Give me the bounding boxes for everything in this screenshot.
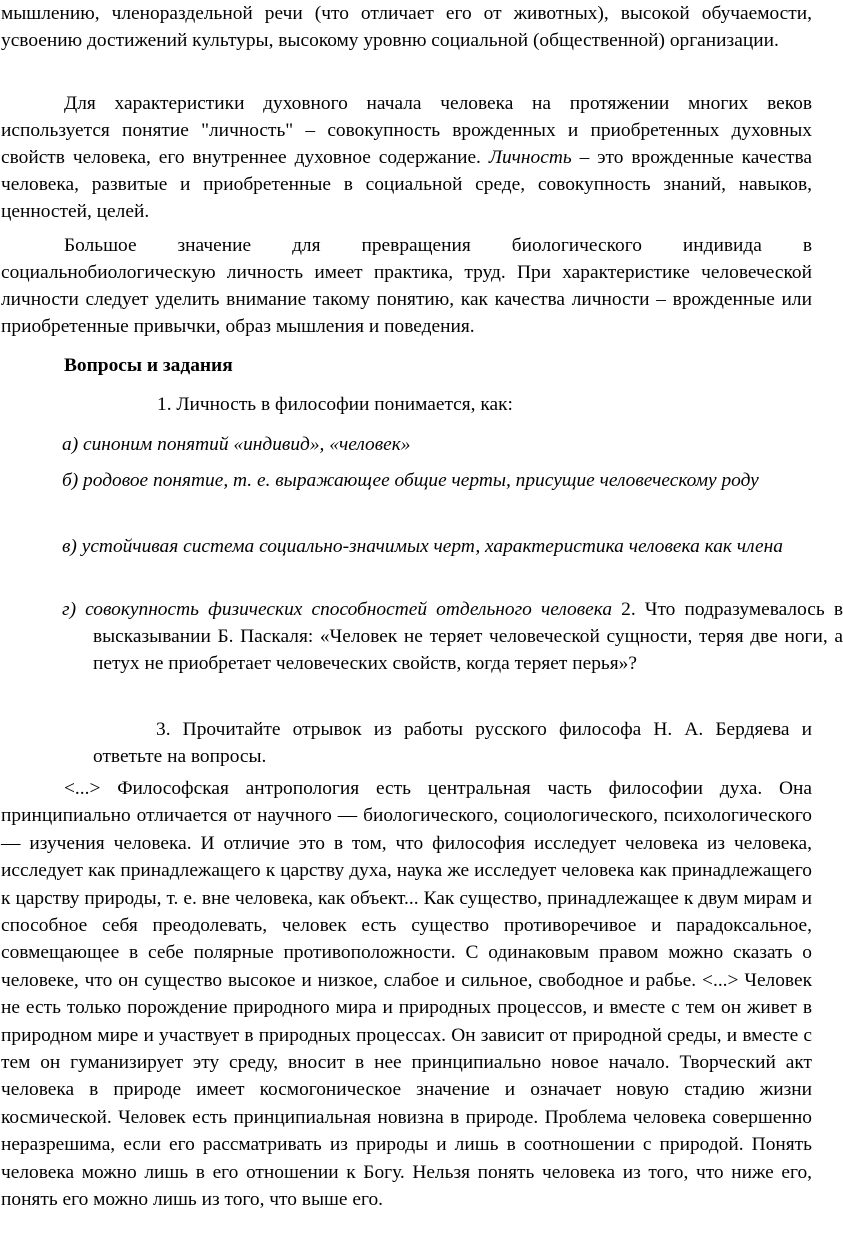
option-g-and-question-2 bbox=[62, 596, 843, 677]
question-1: 1. Личность в философии понимается, как: bbox=[157, 394, 513, 415]
question-3-text: 3. Прочитайте отрывок из работы русского философа Н. А. Бердяева и ответьте на вопросы. bbox=[93, 719, 812, 767]
section-heading-questions: Вопросы и задания bbox=[64, 355, 233, 376]
berdyaev-quote: <...> Философская антропология есть центральная часть философии духа. Она принципиально отличается от научного — биологического, социологического, психологического — изучения человека. И отличие это в том, что философия исследует человека из человека, исследует как принадлежащего к царству духа, наука же исследует человека как принадлежащего к царству природы, т. е. вне человека, как объект... Как существо, принадлежащее к двум мирам и способное себя преодолевать, человек есть существо противоречивое и парадоксальное, совмещающее в себе полярные противоположности. С одинаковым правом можно сказать о человеке, что он существо высокое и низкое, слабое и сильное, свободное и рабье. <...> Человек не есть только порождение природного мира и природных процессов, и вместе с тем он живет в природном мире и участвует в природных процессах. Он зависит от природной среды, и вместе с тем он гуманизирует эту среду, вносит в нее принципиально новое начало. Творческий акт человека в природе имеет космогоническое значение и означает новую стадию жизни космической. Человек есть принципиальная новизна в природе. Проблема человека совершенно неразрешима, если его рассматривать из природы и лишь в соотношении с природой. Понять человека можно лишь в его отношении к Богу. Нельзя понять человека из того, что ниже его, понять его можно лишь из того, что выше его. bbox=[1, 778, 812, 1211]
option-a: а) синоним понятий «индивид», «человек» bbox=[62, 434, 411, 455]
paragraph-intro-continuation: мышлению, членораздельной речи (что отличает его от животных), высокой обучаемости, усвоению достижений культуры, высокому уровню социальной (общественной) организации. bbox=[1, 3, 812, 51]
paragraph-personality-end: – это врожденные качества человека, развитые и приобретенные в социальной среде, совокупность знаний, навыков, ценностей, целей. bbox=[1, 147, 813, 222]
paragraph-personality-definition bbox=[1, 90, 812, 225]
option-g: г) совокупность физических способностей отдельного человека bbox=[62, 599, 613, 620]
question-2: 2. Что подразумевалось в высказывании Б. Паскаля: «Человек не теряет человеческой сущности, теряя две ноги, а петух не приобретает человеческих свойств, когда теряет перья»? bbox=[93, 599, 843, 674]
term-personality: Личность bbox=[488, 147, 572, 168]
question-3 bbox=[93, 716, 812, 770]
paragraph-personality-start: Для характеристики духовного начала человека на протяжении многих веков используется понятие "личность" – совокупность врожденных и приобретенных духовных свойств человека, его внутреннее духовное содержание. bbox=[1, 93, 812, 168]
option-b: б) родовое понятие, т. е. выражающее общие черты, присущие человеческому роду bbox=[62, 470, 759, 491]
option-v: в) устойчивая система социально-значимых черт, характеристика человека как члена bbox=[62, 536, 783, 557]
paragraph-practice: Большое значение для превращения биологического индивида в социальнобиологическую личность имеет практика, труд. При характеристике человеческой личности следует уделить внимание такому понятию, как качества личности – врожденные или приобретенные привычки, образ мышления и поведения. bbox=[1, 235, 812, 337]
